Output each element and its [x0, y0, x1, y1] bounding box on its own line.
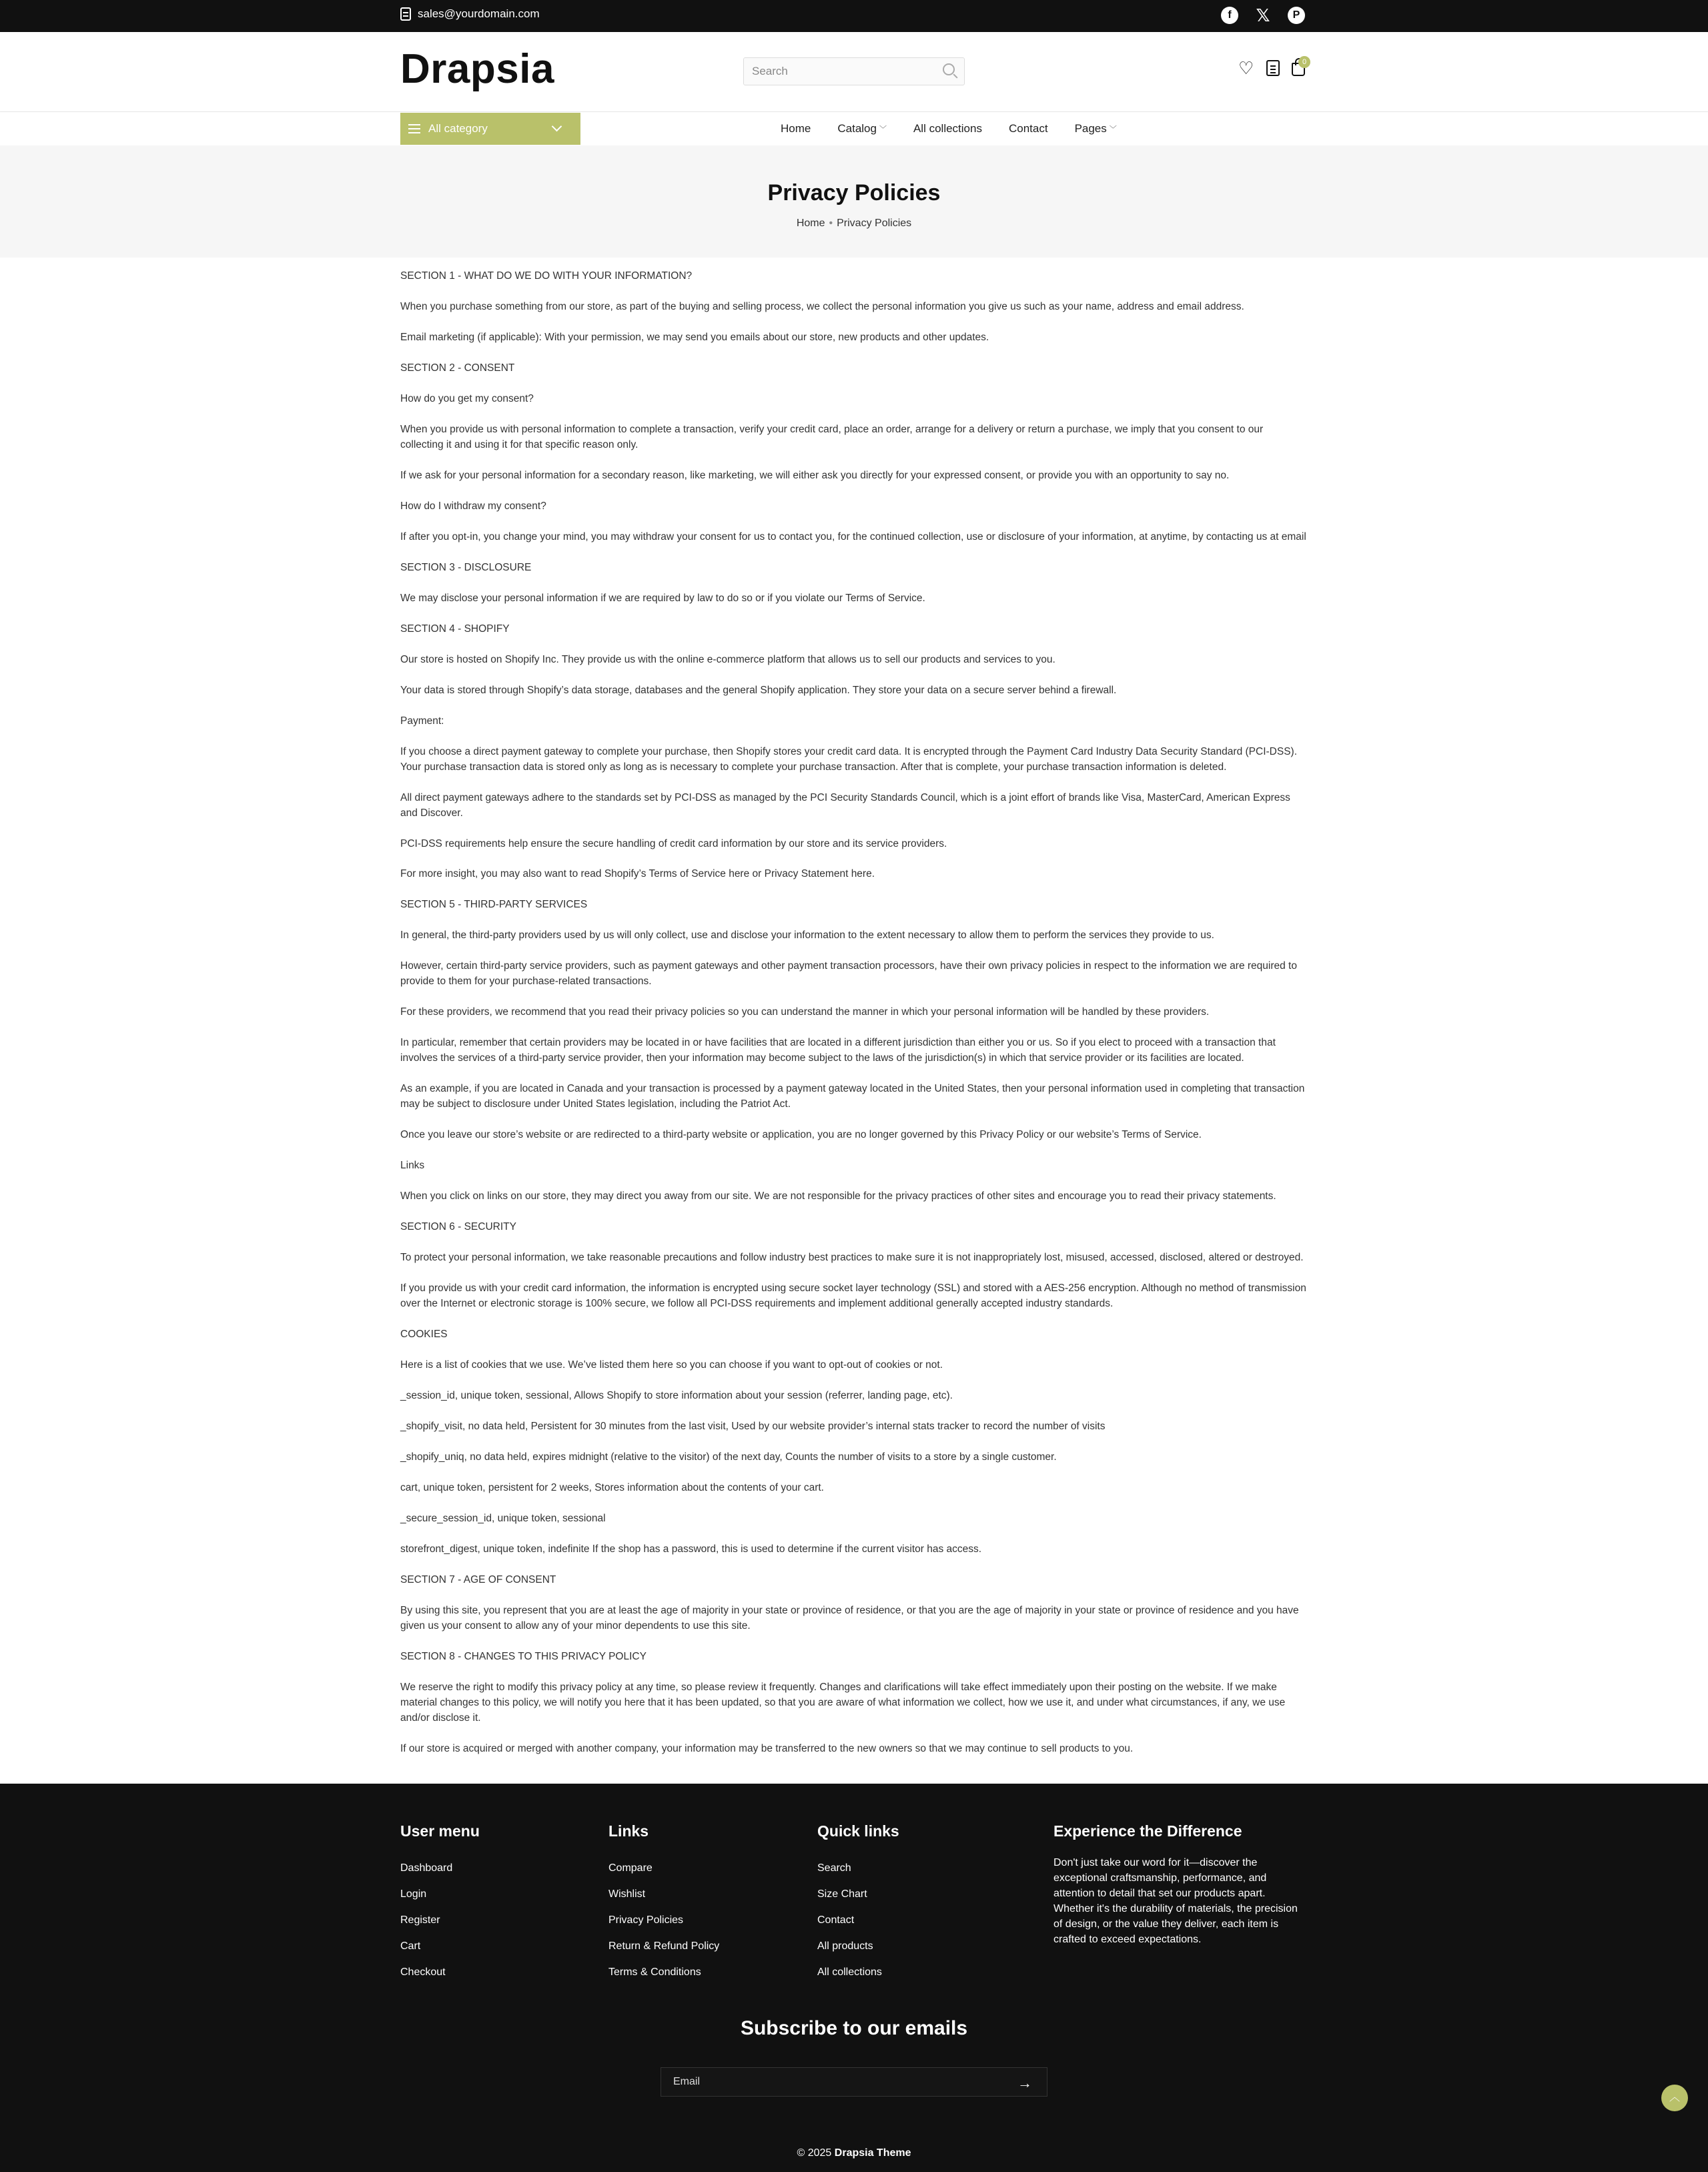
footer-user-menu — [400, 1822, 480, 1985]
hamburger-icon — [408, 128, 420, 129]
breadcrumb-home[interactable]: Home — [796, 218, 825, 229]
contact-email[interactable] — [400, 7, 540, 21]
policy-paragraph: Links — [400, 1160, 425, 1171]
search-icon[interactable] — [943, 63, 955, 75]
chevron-down-icon: ﹀ — [879, 125, 887, 133]
top-bar — [0, 0, 1708, 32]
policy-paragraph: For more insight, you may also want to read Shopify’s Terms of Service here or Privacy Statement here. — [400, 868, 875, 879]
footer-link-size-chart[interactable]: Size Chart — [817, 1888, 867, 1900]
all-category-label: All category — [428, 122, 488, 135]
breadcrumb-separator: • — [829, 218, 833, 229]
footer-link-refund[interactable]: Return & Refund Policy — [608, 1940, 720, 1952]
policy-paragraph: If we ask for your personal information for a secondary reason, like marketing, we will either ask you directly for your expressed consent, or provide you with an opportunity to say no. — [400, 470, 1230, 481]
site-header — [0, 32, 1708, 112]
newsletter-form — [661, 2067, 1047, 2097]
chevron-up-icon: ︿ — [1669, 2092, 1680, 2103]
footer-link-privacy[interactable]: Privacy Policies — [608, 1914, 684, 1926]
page-banner — [0, 145, 1708, 258]
policy-paragraph: If our store is acquired or merged with another company, your information may be transferred to the new owners so that we may continue to sell products to you. — [400, 1743, 1134, 1754]
policy-paragraph: Your data is stored through Shopify’s data storage, databases and the general Shopify application. They store your data on a secure server behind a firewall. — [400, 685, 1117, 696]
policy-paragraph: _secure_session_id, unique token, sessional — [400, 1513, 606, 1524]
policy-paragraph: How do you get my consent? — [400, 393, 534, 404]
footer-link-search[interactable]: Search — [817, 1862, 851, 1874]
page-title: Privacy Policies — [767, 180, 941, 206]
policy-paragraph: To protect your personal information, we take reasonable precautions and follow industry best practices to make sure it is not inappropriately lost, misused, accessed, disclosed, altered or destroyed. — [400, 1252, 1304, 1263]
nav-item-label: Pages — [1074, 122, 1107, 135]
policy-paragraph: SECTION 1 - WHAT DO WE DO WITH YOUR INFORMATION? — [400, 270, 693, 282]
contact-email-text[interactable]: sales@yourdomain.com — [418, 7, 540, 20]
back-to-top-button[interactable] — [1661, 2085, 1688, 2111]
policy-paragraph: _session_id, unique token, sessional, Allows Shopify to store information about your session (referrer, landing page, etc). — [400, 1390, 953, 1401]
footer-link-terms[interactable]: Terms & Conditions — [608, 1966, 701, 1978]
policy-paragraph: If you choose a direct payment gateway to complete your purchase, then Shopify stores your credit card data. It is encrypted through the Payment Card Industry Data Security Standard (PCI-DSS). Your purchase transaction data is stored only as long as is necessary to complete your purchase transaction. After that is complete, your purchase transaction information is deleted. — [400, 746, 1298, 773]
nav-menu — [781, 112, 1117, 145]
policy-paragraph: _shopify_visit, no data held, Persistent for 30 minutes from the last visit, Used by our website provider’s internal stats tracker to record the number of visits — [400, 1421, 1106, 1432]
breadcrumb-current: Privacy Policies — [837, 218, 912, 229]
policy-paragraph: When you provide us with personal information to complete a transaction, verify your credit card, place an order, arrange for a delivery or return a purchase, we imply that you consent to our collecting it and using it for that specific reason only. — [400, 424, 1264, 450]
footer-link-all-products[interactable]: All products — [817, 1940, 873, 1952]
nav-item-home[interactable] — [781, 122, 811, 135]
footer-experience-text: Don't just take our word for it—discover the exceptional craftsmanship, performance, and attention to detail that set our products apart. Whether it's the durability of materials, the precision of design, or the value they deliver, each item is crafted to exceed expectations. — [1053, 1857, 1298, 1945]
policy-paragraph: SECTION 4 - SHOPIFY — [400, 623, 510, 635]
subscribe-title: Subscribe to our emails — [740, 2017, 968, 2039]
footer-link-all-collections[interactable]: All collections — [817, 1966, 882, 1978]
nav-item-contact[interactable] — [1009, 122, 1048, 135]
nav-item-catalog[interactable] — [837, 122, 887, 135]
footer-heading: Quick links — [817, 1822, 899, 1840]
policy-paragraph: PCI-DSS requirements help ensure the secure handling of credit card information by our store and its service providers. — [400, 838, 947, 849]
footer-links — [608, 1822, 719, 1985]
policy-paragraph: Email marketing (if applicable): With your permission, we may send you emails about our store, new products and other updates. — [400, 332, 989, 343]
search-input[interactable] — [744, 58, 931, 85]
copyright — [0, 2147, 1708, 2159]
arrow-right-icon[interactable]: → — [1017, 2075, 1032, 2091]
x-icon[interactable]: 𝕏 — [1256, 5, 1270, 25]
policy-paragraph: We may disclose your personal information if we are required by law to do so or if you violate our Terms of Service. — [400, 593, 925, 604]
policy-paragraph: Once you leave our store’s website or are redirected to a third-party website or application, you are no longer governed by this Privacy Policy or our website’s Terms of Service. — [400, 1129, 1202, 1140]
breadcrumb — [0, 218, 1708, 230]
policy-paragraph: In particular, remember that certain providers may be located in or have facilities that are located in a different jurisdiction than either you or us. So if you elect to proceed with a transaction that involves the services of a third-party service provider, then your information may become subject to the laws of the jurisdiction(s) in which that service provider or its facilities are located. — [400, 1037, 1276, 1064]
copyright-prefix: © 2025 — [797, 2147, 832, 2159]
site-footer — [0, 1784, 1708, 2172]
footer-link-wishlist[interactable]: Wishlist — [608, 1888, 646, 1900]
policy-paragraph: _shopify_uniq, no data held, expires midnight (relative to the visitor) of the next day, Counts the number of visits to a store by a single customer. — [400, 1451, 1057, 1463]
footer-experience — [1053, 1822, 1304, 1947]
facebook-icon[interactable]: f — [1221, 7, 1238, 24]
main-nav — [0, 112, 1708, 145]
pinterest-icon[interactable]: P — [1288, 7, 1305, 24]
nav-item-label: Contact — [1008, 122, 1048, 135]
policy-paragraph: Payment: — [400, 715, 444, 727]
site-logo[interactable]: Drapsia — [400, 46, 554, 92]
footer-heading: Links — [608, 1822, 649, 1840]
policy-paragraph: SECTION 7 - AGE OF CONSENT — [400, 1574, 556, 1585]
footer-heading: User menu — [400, 1822, 480, 1840]
footer-link-login[interactable]: Login — [400, 1888, 427, 1900]
search-box — [743, 57, 965, 85]
nav-item-label: Home — [781, 122, 811, 135]
policy-paragraph: However, certain third-party service providers, such as payment gateways and other payment transaction processors, have their own privacy policies in respect to the information we are required to provide to them for your purchase-related transactions. — [400, 960, 1297, 987]
policy-paragraph: cart, unique token, persistent for 2 weeks, Stores information about the contents of your cart. — [400, 1482, 824, 1493]
policy-paragraph: How do I withdraw my consent? — [400, 500, 546, 512]
policy-paragraph: When you click on links on our store, they may direct you away from our site. We are not responsible for the privacy practices of other sites and encourage you to read their privacy statements. — [400, 1190, 1276, 1202]
policy-paragraph: SECTION 3 - DISCLOSURE — [400, 562, 532, 573]
policy-paragraph: All direct payment gateways adhere to the standards set by PCI-DSS as managed by the PCI Security Standards Council, which is a joint effort of brands like Visa, MasterCard, American Express and Discover. — [400, 792, 1290, 819]
chevron-down-icon: ﹀ — [1109, 125, 1117, 133]
footer-heading: Experience the Difference — [1053, 1822, 1242, 1840]
footer-link-checkout[interactable]: Checkout — [400, 1966, 446, 1978]
nav-item-all-collections[interactable] — [913, 122, 982, 135]
policy-paragraph: SECTION 6 - SECURITY — [400, 1221, 516, 1232]
policy-paragraph: Here is a list of cookies that we use. We’ve listed them here so you can choose if you want to opt-out of cookies or not. — [400, 1359, 943, 1371]
policy-paragraph: If after you opt-in, you change your mind, you may withdraw your consent for us to contact you, for the continued collection, use or disclosure of your information, at anytime, by contacting us at email — [400, 531, 1306, 542]
footer-quick-links — [817, 1822, 899, 1985]
header-icons — [1238, 60, 1305, 76]
footer-link-dashboard[interactable]: Dashboard — [400, 1862, 453, 1874]
footer-link-register[interactable]: Register — [400, 1914, 440, 1926]
nav-item-pages[interactable] — [1075, 122, 1117, 135]
policy-paragraph: SECTION 2 - CONSENT — [400, 362, 515, 374]
policy-paragraph: For these providers, we recommend that you read their privacy policies so you can understand the manner in which your personal information will be handled by these providers. — [400, 1006, 1210, 1018]
policy-paragraph: As an example, if you are located in Canada and your transaction is processed by a payment gateway located in the United States, then your personal information used in completing that transaction may be subject to disclosure under United States legislation, including the Patriot Act. — [400, 1083, 1305, 1110]
footer-link-contact[interactable]: Contact — [817, 1914, 855, 1926]
nav-item-label: All collections — [913, 122, 982, 135]
policy-paragraph: We reserve the right to modify this privacy policy at any time, so please review it frequently. Changes and clarifications will take effect immediately upon their posting on the website. If we make material changes to this policy, we will notify you here that it has been updated, so that you are aware of what information we collect, how we use it, and under what circumstances, if any, we use and/or disclose it. — [400, 1682, 1286, 1724]
social-links — [1221, 7, 1305, 24]
chevron-down-icon — [552, 121, 562, 132]
policy-paragraph: SECTION 8 - CHANGES TO THIS PRIVACY POLICY — [400, 1651, 647, 1662]
policy-paragraph: In general, the third-party providers used by us will only collect, use and disclose your information to the extent necessary to allow them to perform the services they provide to us. — [400, 930, 1214, 941]
wishlist-heart-icon[interactable]: ♡ — [1238, 58, 1254, 78]
cart-count-badge: 0 — [1298, 56, 1310, 68]
policy-paragraph: SECTION 5 - THIRD-PARTY SERVICES — [400, 899, 588, 910]
nav-item-label: Catalog — [837, 122, 877, 135]
policy-paragraph: When you purchase something from our store, as part of the buying and selling process, we collect the personal information you give us such as your name, address and email address. — [400, 301, 1244, 312]
newsletter-email-input[interactable] — [661, 2068, 995, 2096]
policy-paragraph: COOKIES — [400, 1329, 448, 1340]
footer-link-cart[interactable]: Cart — [400, 1940, 421, 1952]
policy-paragraph: Our store is hosted on Shopify Inc. They provide us with the online e-commerce platform that allows us to sell our products and services to you. — [400, 654, 1055, 665]
policy-paragraph: storefront_digest, unique token, indefinite If the shop has a password, this is used to determine if the current visitor has access. — [400, 1543, 982, 1555]
policy-paragraph: By using this site, you represent that you are at least the age of majority in your state or province of residence, or that you are the age of majority in your state or province of residence and you have given us your consent to allow any of your minor dependents to use this site. — [400, 1605, 1299, 1632]
clipboard-icon — [400, 7, 411, 21]
all-category-button[interactable] — [400, 113, 580, 145]
compare-clipboard-icon[interactable] — [1266, 60, 1280, 76]
policy-paragraph: If you provide us with your credit card information, the information is encrypted using secure socket layer technology (SSL) and stored with a AES-256 encryption. Although no method of transmission over the Internet or electronic storage is 100% secure, we follow all PCI-DSS requirements and implement additional generally accepted industry standards. — [400, 1283, 1306, 1309]
copyright-brand[interactable]: Drapsia Theme — [834, 2147, 911, 2159]
footer-link-compare[interactable]: Compare — [608, 1862, 653, 1874]
